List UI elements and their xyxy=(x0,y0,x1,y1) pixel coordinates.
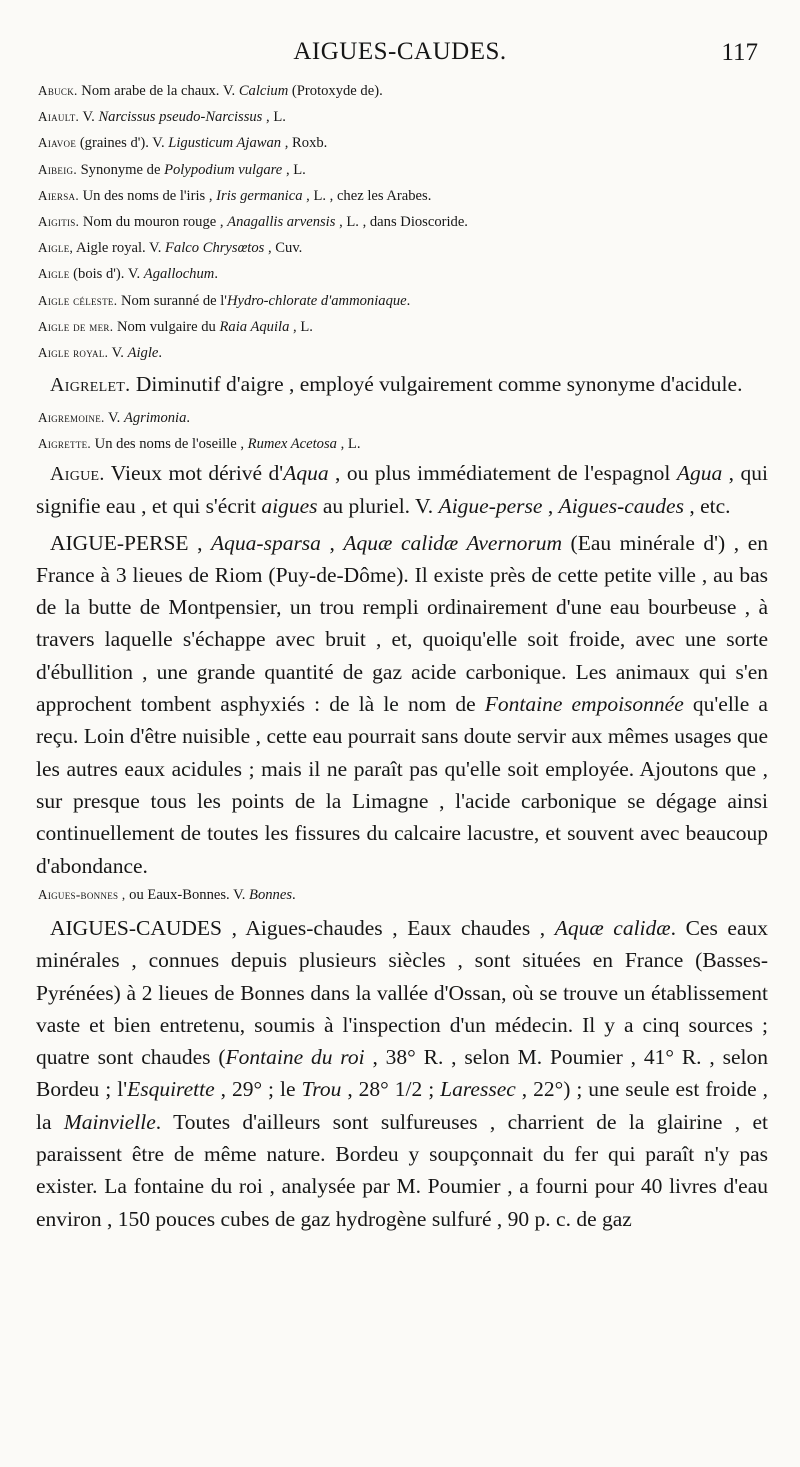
entry-text: . Toutes d'ailleurs sont sulfureuses , charrient de la glairine , et paraissent être de même nature. Bordeu y soupçonnait du fer qui paraît n'y pas exister. La fontaine du roi , analysée par M. Poumier , a fourni pour 40 livres d'eau environ , 150 pouces cubes de gaz hydrogène sulfuré , 90 p. c. de gaz xyxy=(36,1109,768,1231)
entry-text: au pluriel. V. xyxy=(317,494,439,519)
italic-term: Fontaine empoisonnée xyxy=(484,692,684,717)
page-number: 117 xyxy=(721,39,758,66)
short-entry xyxy=(36,157,768,183)
short-entry xyxy=(36,405,768,431)
entry-text: Vieux mot dérivé d' xyxy=(104,460,284,485)
page-body xyxy=(36,78,768,1235)
entry-text: , L. , chez les Arabes. xyxy=(302,187,432,204)
short-entry xyxy=(36,431,768,457)
italic-term: Anagallis arvensis xyxy=(227,214,336,231)
italic-term: Aqua-sparsa xyxy=(211,530,321,555)
short-entry xyxy=(36,288,768,314)
entry-headword: Aigues-bonnes , xyxy=(38,886,126,902)
italic-term: Aigue-perse xyxy=(438,494,543,519)
entry-text: . xyxy=(158,345,163,362)
italic-term: Calcium xyxy=(238,83,289,99)
entry-aigue-perse xyxy=(36,527,768,882)
italic-term: Fontaine du roi xyxy=(225,1045,365,1070)
italic-term: Mainvielle xyxy=(63,1109,156,1134)
entry-headword: Abuck. xyxy=(38,83,78,98)
entry-text: , L. xyxy=(282,161,306,178)
entry-headword: Aigle royal. xyxy=(38,345,109,361)
entry-text: V. xyxy=(79,109,99,126)
italic-term: aigues xyxy=(261,494,318,519)
entry-text: Un des noms de l'iris , xyxy=(78,187,217,204)
italic-term: Iris germanica xyxy=(216,187,303,204)
italic-term: Laressec xyxy=(440,1077,516,1102)
entry-headword: Aibeig. xyxy=(38,161,77,177)
entry-text: Synonyme de xyxy=(76,161,165,178)
entry-text: , L. xyxy=(289,318,313,335)
short-entry xyxy=(36,209,768,235)
entry-text: Aigle royal. V. xyxy=(73,240,166,257)
entry-text: V. xyxy=(108,345,128,362)
entry-text: , xyxy=(320,530,344,555)
entry-text: , 22°) ; une seule est froide , la xyxy=(36,1077,768,1134)
running-title: AIGUES-CAUDES. xyxy=(293,38,507,65)
entry-text: . xyxy=(406,292,411,309)
entry-headword: Aigremoine. xyxy=(38,409,105,425)
entry-text: , L. xyxy=(262,109,286,126)
entry-text: Un des noms de l'oseille , xyxy=(91,435,248,452)
entry-text: , 29° ; le xyxy=(214,1077,302,1102)
italic-term: Aqua xyxy=(283,460,329,485)
short-entry xyxy=(36,104,768,130)
short-entry xyxy=(36,235,768,261)
entry-text: , 38° R. , selon M. Poumier , 41° R. , selon Bordeu ; l' xyxy=(36,1045,768,1102)
italic-term: Trou xyxy=(301,1077,342,1102)
short-entry xyxy=(36,78,768,104)
short-entry xyxy=(36,130,768,156)
page-header xyxy=(0,38,800,72)
entry-headword: Aigrette. xyxy=(38,435,92,451)
entry-text: Nom suranné de l' xyxy=(117,292,227,309)
entry-headword: Aigle céleste. xyxy=(38,292,118,308)
italic-term: Raia Aquila xyxy=(219,318,290,335)
entry-text: AIGUES-CAUDES , Aigues-chaudes , Eaux chaudes , xyxy=(50,916,555,940)
entry-text: , L. , dans Dioscoride. xyxy=(335,214,468,231)
entry-headword: Aigue. xyxy=(50,462,105,485)
entry-aigue xyxy=(36,457,768,523)
entry-text: , Cuv. xyxy=(264,240,303,257)
italic-term: Ligusticum Ajawan xyxy=(168,135,282,152)
entry-text: Nom arabe de la chaux. V. xyxy=(77,83,239,99)
short-entries-block-2 xyxy=(36,405,768,457)
entry-headword: Aiault. xyxy=(38,109,80,125)
entry-headword: Aiavoe xyxy=(38,135,77,151)
entry-text: Nom vulgaire du xyxy=(113,318,220,335)
entry-text: (bois d'). V. xyxy=(69,266,144,283)
short-entry xyxy=(36,340,768,366)
entry-headword: Aigle de mer. xyxy=(38,318,114,334)
italic-term: Agua xyxy=(676,460,723,485)
entry-text: (Protoxyde de). xyxy=(288,83,383,99)
entry-aigrelet xyxy=(36,368,768,401)
entry-text: Diminutif d'aigre , employé vulgairement comme synonyme d'acidule. xyxy=(130,372,743,397)
italic-term: Agallochum xyxy=(143,266,215,283)
short-entry xyxy=(36,183,768,209)
entry-text: , L. xyxy=(336,435,361,452)
italic-term: Polypodium vulgare xyxy=(164,161,283,178)
italic-term: Falco Chrysœtos xyxy=(165,240,265,257)
italic-term: Narcissus pseudo-Narcissus xyxy=(98,109,263,126)
entry-text: , xyxy=(542,494,559,519)
entry-headword: Aigrelet. xyxy=(50,374,131,397)
entry-headword: Aiersa. xyxy=(38,187,79,203)
italic-term: Hydro-chlorate d'ammoniaque xyxy=(226,292,407,309)
entry-text: ou Eaux-Bonnes. V. xyxy=(125,886,250,903)
short-entry xyxy=(36,261,768,287)
entry-text: , etc. xyxy=(683,494,731,519)
italic-term: Aquæ calidæ xyxy=(554,916,671,940)
entry-text: (graines d'). V. xyxy=(76,135,169,152)
entry-text: V. xyxy=(104,409,124,426)
entry-text: . xyxy=(292,886,296,903)
entry-aigues-caudes xyxy=(36,912,768,1235)
entry-text: (Eau minérale d') , en France à 3 lieues de Riom (Puy-de-Dôme). Il existe près de cette petite ville , au bas de la butte de Montpensier, un trou rempli ordinairement d'une eau bourbeuse , à travers laquelle s'échappe avec bruit , et, quoiqu'elle soit froide, avec une sorte d'ébullition , une grande quantité de gaz acide carbonique. Les animaux qui s'en approchent tombent asphyxiés : de là le nom de xyxy=(36,530,768,717)
entry-text: . Ces eaux minérales , connues depuis plusieurs siècles , sont situées en France (Basses-Pyrénées) à 2 lieues de Bonnes dans la vallée d'Ossan, où se trouve un établissement vaste et bien entretenu, soumis à l'inspection d'un médecin. Il y a cinq sources ; quatre sont chaudes ( xyxy=(36,916,768,1070)
entry-text: Nom du mouron rouge , xyxy=(79,214,228,231)
italic-term: Esquirette xyxy=(127,1077,215,1102)
entry-text: , qui signifie eau , et qui s'écrit xyxy=(36,460,768,519)
entry-text: qu'elle a reçu. Loin d'être nuisible , cette eau pourrait sans doute servir aux mêmes usages que les autres eaux acidules ; mais il ne paraît pas qu'elle soit employée. Ajoutons que , sur presque tous les points de la Limagne , l'acide carbonique se dégage ainsi continuellement de toutes les fissures du calcaire lacustre, et souvent avec beaucoup d'abondance. xyxy=(36,692,768,878)
entry-text: . xyxy=(214,266,218,283)
entry-text: . xyxy=(186,409,191,426)
entry-headword: Aigitis. xyxy=(38,214,80,230)
entry-text: , 28° 1/2 ; xyxy=(341,1077,441,1102)
entry-headword: Aigle xyxy=(38,266,70,282)
entry-text: , ou plus immédiatement de l'espagnol xyxy=(328,460,677,485)
entry-text: AIGUE-PERSE , xyxy=(50,530,212,555)
italic-term: Aigues-caudes xyxy=(558,494,684,519)
short-entry xyxy=(36,314,768,340)
short-entry xyxy=(36,882,768,908)
italic-term: Rumex Acetosa xyxy=(247,435,337,452)
italic-term: Agrimonia xyxy=(123,409,187,426)
short-entries-block-1 xyxy=(36,78,768,366)
entry-headword: Aigle, xyxy=(38,240,74,256)
italic-term: Bonnes xyxy=(249,886,292,903)
entry-text: , Roxb. xyxy=(281,135,328,152)
italic-term: Aigle xyxy=(127,345,159,362)
italic-term: Aquæ calidæ Avernorum xyxy=(343,530,562,555)
short-entries-block-3 xyxy=(36,882,768,908)
